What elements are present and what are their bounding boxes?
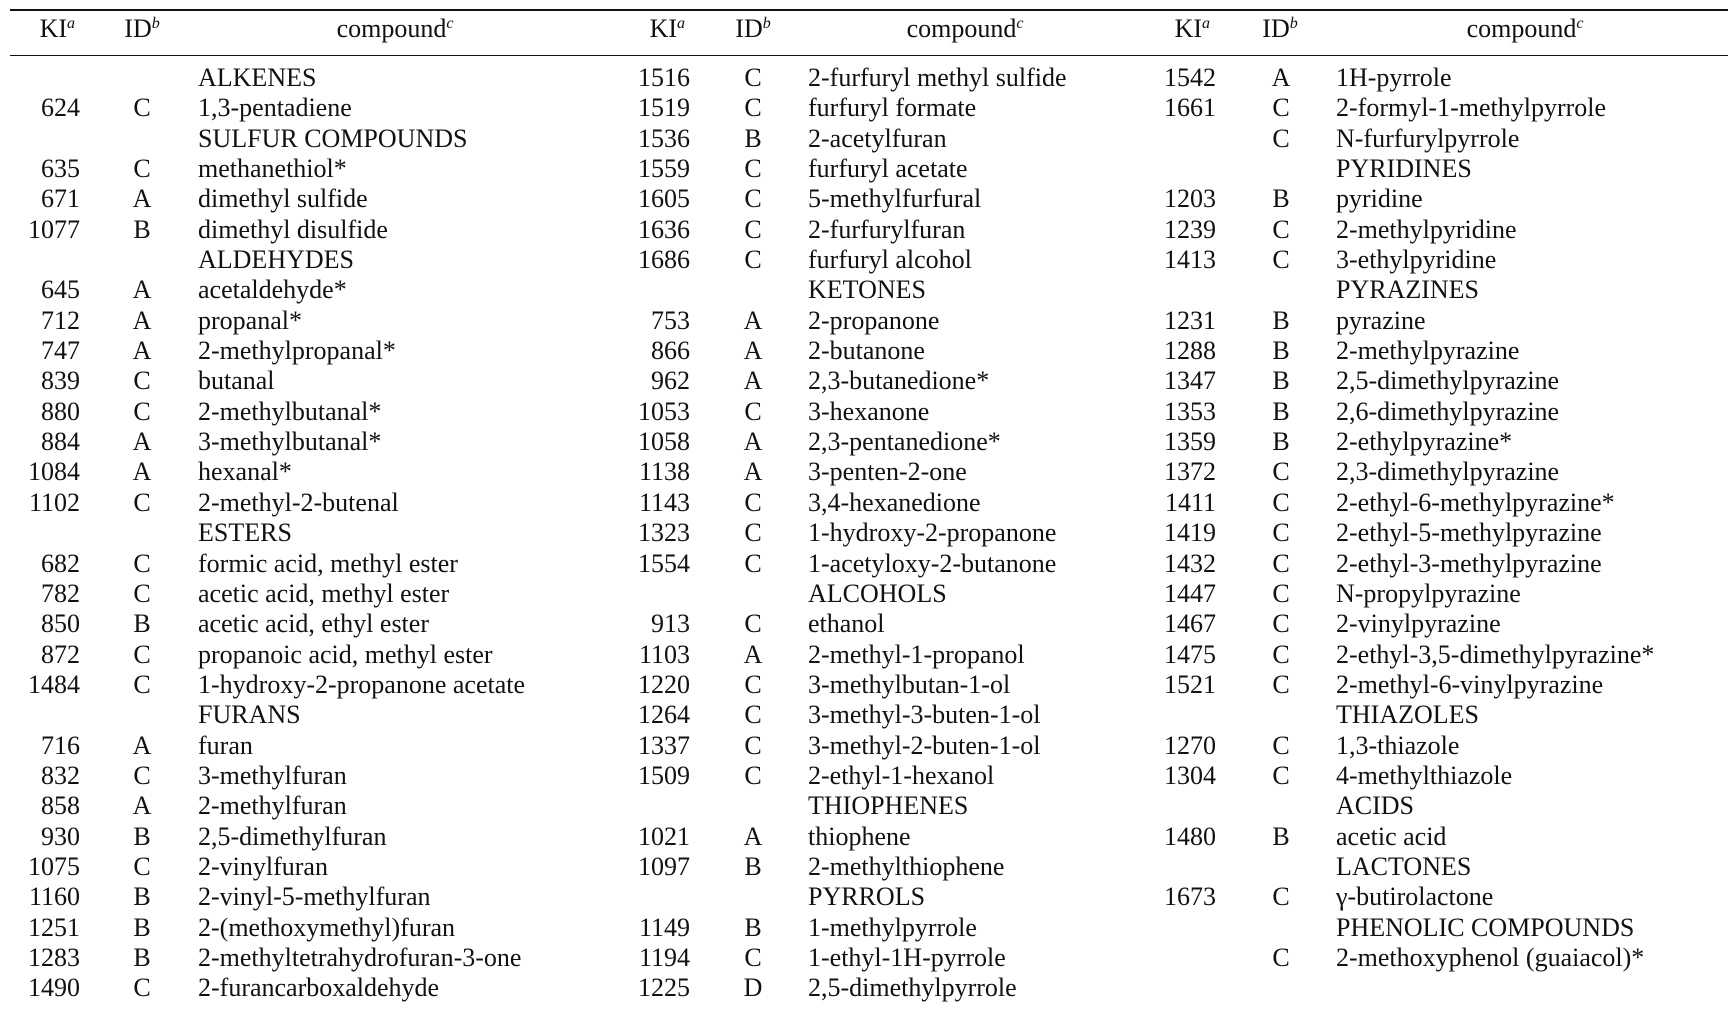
compound-cell: acetic acid, ethyl ester bbox=[198, 609, 429, 639]
compound-cell: 2-butanone bbox=[808, 336, 925, 366]
id-cell: B bbox=[1272, 305, 1290, 335]
id-cell: C bbox=[744, 184, 762, 214]
id-cell: B bbox=[133, 912, 151, 942]
ki-cell: 1554 bbox=[638, 548, 690, 578]
header-ki: $KI^a$ bbox=[649, 14, 685, 43]
id-cell: C bbox=[1272, 518, 1290, 548]
category-heading: THIOPHENES bbox=[808, 791, 969, 821]
id-cell: C bbox=[133, 548, 151, 578]
id-cell: B bbox=[1272, 366, 1290, 396]
header-id: $ID^b$ bbox=[1262, 14, 1298, 43]
id-cell: C bbox=[744, 760, 762, 790]
ki-cell: 880 bbox=[41, 396, 80, 426]
compound-cell: 2-methyl-1-propanol bbox=[808, 639, 1025, 669]
compound-cell: propanal* bbox=[198, 305, 302, 335]
ki-cell: 1102 bbox=[28, 487, 80, 517]
compound-cell: 2-vinylfuran bbox=[198, 851, 328, 881]
ki-cell: 913 bbox=[651, 609, 690, 639]
compound-cell: pyridine bbox=[1336, 184, 1423, 214]
ki-cell: 1323 bbox=[638, 518, 690, 548]
compound-cell: 2,6-dimethylpyrazine bbox=[1336, 396, 1560, 426]
id-cell: C bbox=[744, 245, 762, 275]
compound-cell: dimethyl sulfide bbox=[198, 184, 368, 214]
ki-cell: 1521 bbox=[1164, 669, 1216, 699]
id-cell: C bbox=[1272, 457, 1290, 487]
ki-cell: 1194 bbox=[638, 942, 690, 972]
compound-cell: formic acid, methyl ester bbox=[198, 548, 458, 578]
compound-cell: furfuryl acetate bbox=[808, 154, 968, 184]
id-cell: B bbox=[133, 609, 151, 639]
compound-cell: thiophene bbox=[808, 821, 911, 851]
category-heading: ALCOHOLS bbox=[808, 578, 947, 608]
compound-cell: 1,3-thiazole bbox=[1336, 730, 1460, 760]
compound-cell: hexanal* bbox=[198, 457, 292, 487]
id-cell: C bbox=[133, 669, 151, 699]
ki-cell: 716 bbox=[41, 730, 80, 760]
id-cell: C bbox=[1272, 730, 1290, 760]
id-cell: B bbox=[133, 942, 151, 972]
ki-cell: 682 bbox=[41, 548, 80, 578]
compound-cell: 3-hexanone bbox=[808, 396, 930, 426]
compound-cell: 3-methyl-3-buten-1-ol bbox=[808, 700, 1041, 730]
ki-cell: 1467 bbox=[1164, 609, 1216, 639]
compound-cell: 1,3-pentadiene bbox=[198, 93, 352, 123]
id-cell: A bbox=[1271, 63, 1291, 92]
id-cell: C bbox=[744, 518, 762, 548]
id-cell: B bbox=[744, 912, 762, 942]
ki-cell: 1509 bbox=[638, 760, 690, 790]
ki-cell: 1264 bbox=[638, 700, 690, 730]
id-cell: A bbox=[132, 791, 152, 821]
compound-cell: 3-methylbutanal* bbox=[198, 427, 382, 457]
id-cell: B bbox=[1272, 821, 1290, 851]
compound-cell: 2,3-pentanedione* bbox=[808, 427, 1001, 457]
compound-cell: 5-methylfurfural bbox=[808, 184, 982, 214]
category-heading: ALKENES bbox=[198, 63, 317, 92]
ki-cell: 866 bbox=[651, 336, 690, 366]
compound-cell: γ-butirolactone bbox=[1336, 882, 1494, 912]
header-id: $ID^b$ bbox=[124, 14, 160, 43]
compound-cell: furan bbox=[198, 730, 253, 760]
compound-cell: 3-methylfuran bbox=[198, 760, 347, 790]
compound-cell: 2-methylbutanal* bbox=[198, 396, 382, 426]
ki-cell: 839 bbox=[41, 366, 80, 396]
compound-cell: 2-methoxyphenol (guaiacol)* bbox=[1336, 942, 1645, 972]
id-cell: C bbox=[744, 214, 762, 244]
id-cell: C bbox=[133, 154, 151, 184]
category-heading: ACIDS bbox=[1336, 791, 1415, 821]
compound-cell: furfuryl alcohol bbox=[808, 245, 972, 275]
ki-cell: 850 bbox=[41, 609, 80, 639]
header-ki: $KI^a$ bbox=[39, 14, 75, 43]
ki-cell: 1283 bbox=[28, 942, 80, 972]
category-heading: PYRIDINES bbox=[1336, 154, 1472, 184]
compound-cell: butanal bbox=[198, 366, 275, 396]
compound-cell: 1-ethyl-1H-pyrrole bbox=[808, 942, 1006, 972]
ki-cell: 1636 bbox=[638, 214, 690, 244]
id-cell: A bbox=[132, 336, 152, 366]
compound-cell: 1-methylpyrrole bbox=[808, 912, 977, 942]
ki-cell: 1138 bbox=[638, 457, 690, 487]
id-cell: C bbox=[744, 487, 762, 517]
ki-cell: 1288 bbox=[1164, 336, 1216, 366]
id-cell: B bbox=[1272, 427, 1290, 457]
compound-cell: 3-ethylpyridine bbox=[1336, 245, 1497, 275]
id-cell: C bbox=[744, 548, 762, 578]
ki-cell: 1149 bbox=[638, 912, 690, 942]
category-heading: THIAZOLES bbox=[1336, 700, 1479, 730]
ki-cell: 712 bbox=[41, 305, 80, 335]
ki-cell: 753 bbox=[651, 305, 690, 335]
ki-cell: 1347 bbox=[1164, 366, 1216, 396]
id-cell: B bbox=[1272, 336, 1290, 366]
compound-cell: ethanol bbox=[808, 609, 885, 639]
id-cell: C bbox=[133, 487, 151, 517]
ki-cell: 1058 bbox=[638, 427, 690, 457]
ki-cell: 872 bbox=[41, 639, 80, 669]
ki-cell: 1411 bbox=[1164, 487, 1216, 517]
compound-cell: 2-ethyl-1-hexanol bbox=[808, 760, 995, 790]
ki-cell: 1251 bbox=[28, 912, 80, 942]
ki-cell: 1143 bbox=[638, 487, 690, 517]
id-cell: B bbox=[133, 882, 151, 912]
ki-cell: 1075 bbox=[28, 851, 80, 881]
id-cell: C bbox=[1272, 639, 1290, 669]
header-ki: $KI^a$ bbox=[1174, 14, 1210, 43]
ki-cell: 832 bbox=[41, 760, 80, 790]
id-cell: C bbox=[133, 578, 151, 608]
ki-cell: 962 bbox=[651, 366, 690, 396]
compound-cell: 2-ethyl-5-methylpyrazine bbox=[1336, 518, 1602, 548]
compound-cell: 2-acetylfuran bbox=[808, 123, 947, 153]
compound-cell: 1H-pyrrole bbox=[1336, 63, 1452, 92]
ki-cell: 1225 bbox=[638, 973, 690, 1003]
ki-cell: 747 bbox=[41, 336, 80, 366]
id-cell: A bbox=[132, 305, 152, 335]
compound-cell: 2-methylfuran bbox=[198, 791, 347, 821]
id-cell: A bbox=[743, 639, 763, 669]
compound-cell: dimethyl disulfide bbox=[198, 214, 388, 244]
ki-cell: 1447 bbox=[1164, 578, 1216, 608]
ki-cell: 1097 bbox=[638, 851, 690, 881]
ki-cell: 858 bbox=[41, 791, 80, 821]
compound-cell: 2,5-dimethylpyrazine bbox=[1336, 366, 1560, 396]
id-cell: A bbox=[132, 457, 152, 487]
id-cell: C bbox=[133, 639, 151, 669]
category-heading: PYRROLS bbox=[808, 882, 926, 912]
id-cell: B bbox=[1272, 396, 1290, 426]
ki-cell: 1103 bbox=[638, 639, 690, 669]
compound-cell: 3-methyl-2-buten-1-ol bbox=[808, 730, 1041, 760]
id-cell: C bbox=[744, 93, 762, 123]
compound-cell: 2,5-dimethylpyrrole bbox=[808, 973, 1017, 1003]
id-cell: B bbox=[133, 821, 151, 851]
ki-cell: 1160 bbox=[28, 882, 80, 912]
id-cell: A bbox=[132, 427, 152, 457]
id-cell: C bbox=[744, 700, 762, 730]
category-heading: FURANS bbox=[198, 700, 301, 730]
compound-cell: 2-methylpyridine bbox=[1336, 214, 1517, 244]
compound-cell: 1-hydroxy-2-propanone bbox=[808, 518, 1057, 548]
id-cell: A bbox=[743, 427, 763, 457]
compound-cell: methanethiol* bbox=[198, 154, 347, 184]
compound-cell: 2-ethyl-6-methylpyrazine* bbox=[1336, 487, 1615, 517]
id-cell: C bbox=[1272, 669, 1290, 699]
ki-cell: 1413 bbox=[1164, 245, 1216, 275]
ki-cell: 1686 bbox=[638, 245, 690, 275]
id-cell: C bbox=[1272, 578, 1290, 608]
compound-cell: 2-ethylpyrazine* bbox=[1336, 427, 1513, 457]
ki-cell: 1519 bbox=[638, 93, 690, 123]
id-cell: C bbox=[744, 669, 762, 699]
id-cell: B bbox=[1272, 184, 1290, 214]
ki-cell: 1353 bbox=[1164, 396, 1216, 426]
compound-cell: acetic acid, methyl ester bbox=[198, 578, 450, 608]
id-cell: C bbox=[133, 760, 151, 790]
compound-cell: 2-methyltetrahydrofuran-3-one bbox=[198, 942, 522, 972]
compound-cell: 2,3-dimethylpyrazine bbox=[1336, 457, 1560, 487]
ki-cell: 1304 bbox=[1164, 760, 1216, 790]
header-compound: compound$^c$ bbox=[336, 14, 454, 43]
id-cell: A bbox=[132, 184, 152, 214]
category-heading: PYRAZINES bbox=[1336, 275, 1480, 305]
id-cell: C bbox=[744, 154, 762, 184]
compound-cell: 2,5-dimethylfuran bbox=[198, 821, 387, 851]
compound-cell: N-propylpyrazine bbox=[1336, 578, 1521, 608]
ki-cell: 1359 bbox=[1164, 427, 1216, 457]
id-cell: C bbox=[744, 609, 762, 639]
id-cell: C bbox=[1272, 487, 1290, 517]
id-cell: C bbox=[1272, 245, 1290, 275]
ki-cell: 671 bbox=[41, 184, 80, 214]
ki-cell: 1432 bbox=[1164, 548, 1216, 578]
ki-cell: 1077 bbox=[28, 214, 80, 244]
ki-cell: 1372 bbox=[1164, 457, 1216, 487]
header-compound: compound$^c$ bbox=[906, 14, 1024, 43]
id-cell: A bbox=[743, 821, 763, 851]
compound-cell: 2-methylpropanal* bbox=[198, 336, 396, 366]
id-cell: C bbox=[133, 93, 151, 123]
compound-cell: 3-methylbutan-1-ol bbox=[808, 669, 1011, 699]
header-rule bbox=[10, 55, 1728, 56]
id-cell: C bbox=[1272, 214, 1290, 244]
compound-cell: 2-furfuryl methyl sulfide bbox=[808, 63, 1067, 92]
ki-cell: 1419 bbox=[1164, 518, 1216, 548]
category-heading: SULFUR COMPOUNDS bbox=[198, 123, 468, 153]
compound-cell: 2-vinylpyrazine bbox=[1336, 609, 1501, 639]
compound-cell: 2-propanone bbox=[808, 305, 940, 335]
category-heading: PHENOLIC COMPOUNDS bbox=[1336, 912, 1635, 942]
compound-cell: propanoic acid, methyl ester bbox=[198, 639, 493, 669]
ki-cell: 782 bbox=[41, 578, 80, 608]
id-cell: A bbox=[132, 275, 152, 305]
id-cell: A bbox=[743, 366, 763, 396]
compound-cell: 2-methylthiophene bbox=[808, 851, 1005, 881]
compound-cell: N-furfurylpyrrole bbox=[1336, 123, 1520, 153]
ki-cell: 884 bbox=[41, 427, 80, 457]
ki-cell: 635 bbox=[41, 154, 80, 184]
category-heading: ESTERS bbox=[198, 518, 292, 548]
category-heading: LACTONES bbox=[1336, 851, 1472, 881]
ki-cell: 1231 bbox=[1164, 305, 1216, 335]
compound-cell: 2-methyl-2-butenal bbox=[198, 487, 399, 517]
id-cell: D bbox=[743, 973, 763, 1003]
compound-cell: acetic acid bbox=[1336, 821, 1447, 851]
id-cell: A bbox=[743, 336, 763, 366]
category-heading: KETONES bbox=[808, 275, 926, 305]
id-cell: A bbox=[132, 730, 152, 760]
id-cell: C bbox=[744, 63, 762, 92]
ki-cell: 1673 bbox=[1164, 882, 1216, 912]
id-cell: C bbox=[133, 396, 151, 426]
ki-cell: 1475 bbox=[1164, 639, 1216, 669]
compound-cell: furfuryl formate bbox=[808, 93, 977, 123]
ki-cell: 645 bbox=[41, 275, 80, 305]
ki-cell: 1516 bbox=[638, 63, 690, 92]
id-cell: C bbox=[744, 730, 762, 760]
id-cell: A bbox=[743, 305, 763, 335]
compound-cell: 1-acetyloxy-2-butanone bbox=[808, 548, 1057, 578]
ki-cell: 1484 bbox=[28, 669, 80, 699]
ki-cell: 1053 bbox=[638, 396, 690, 426]
top-rule bbox=[10, 9, 1728, 11]
header-id: $ID^b$ bbox=[735, 14, 771, 43]
id-cell: C bbox=[133, 366, 151, 396]
id-cell: C bbox=[1272, 942, 1290, 972]
compound-cell: 2-formyl-1-methylpyrrole bbox=[1336, 93, 1607, 123]
ki-cell: 1239 bbox=[1164, 214, 1216, 244]
category-heading: ALDEHYDES bbox=[198, 245, 354, 275]
compound-cell: 2-ethyl-3,5-dimethylpyrazine* bbox=[1336, 639, 1655, 669]
ki-cell: 1337 bbox=[638, 730, 690, 760]
id-cell: C bbox=[744, 942, 762, 972]
ki-cell: 930 bbox=[41, 821, 80, 851]
ki-cell: 1661 bbox=[1164, 93, 1216, 123]
compound-cell: 1-hydroxy-2-propanone acetate bbox=[198, 669, 526, 699]
id-cell: C bbox=[1272, 760, 1290, 790]
header-compound: compound$^c$ bbox=[1466, 14, 1584, 43]
compound-cell: 2-methyl-6-vinylpyrazine bbox=[1336, 669, 1604, 699]
id-cell: B bbox=[744, 123, 762, 153]
ki-cell: 1536 bbox=[638, 123, 690, 153]
compound-cell: 2-furancarboxaldehyde bbox=[198, 973, 440, 1003]
compound-cell: 2-vinyl-5-methylfuran bbox=[198, 882, 431, 912]
id-cell: C bbox=[1272, 93, 1290, 123]
compound-cell: acetaldehyde* bbox=[198, 275, 347, 305]
compound-cell: pyrazine bbox=[1336, 305, 1426, 335]
ki-cell: 1480 bbox=[1164, 821, 1216, 851]
compound-cell: 2-ethyl-3-methylpyrazine bbox=[1336, 548, 1602, 578]
ki-cell: 1021 bbox=[638, 821, 690, 851]
compound-cell: 2,3-butanedione* bbox=[808, 366, 990, 396]
id-cell: C bbox=[133, 851, 151, 881]
compound-cell: 2-methylpyrazine bbox=[1336, 336, 1520, 366]
compound-cell: 2-furfurylfuran bbox=[808, 214, 966, 244]
ki-cell: 1220 bbox=[638, 669, 690, 699]
ki-cell: 1490 bbox=[28, 973, 80, 1003]
compound-cell: 3-penten-2-one bbox=[808, 457, 967, 487]
ki-cell: 1605 bbox=[638, 184, 690, 214]
compound-cell: 4-methylthiazole bbox=[1336, 760, 1513, 790]
id-cell: C bbox=[1272, 123, 1290, 153]
ki-cell: 1203 bbox=[1164, 184, 1216, 214]
ki-cell: 1559 bbox=[638, 154, 690, 184]
ki-cell: 1542 bbox=[1164, 63, 1216, 92]
ki-cell: 1270 bbox=[1164, 730, 1216, 760]
ki-cell: 1084 bbox=[28, 457, 80, 487]
compound-cell: 3,4-hexanedione bbox=[808, 487, 981, 517]
id-cell: B bbox=[133, 214, 151, 244]
id-cell: C bbox=[133, 973, 151, 1003]
id-cell: C bbox=[1272, 609, 1290, 639]
compound-cell: 2-(methoxymethyl)furan bbox=[198, 912, 456, 942]
id-cell: C bbox=[744, 396, 762, 426]
ki-cell: 624 bbox=[41, 93, 80, 123]
id-cell: A bbox=[743, 457, 763, 487]
id-cell: C bbox=[1272, 882, 1290, 912]
id-cell: C bbox=[1272, 548, 1290, 578]
id-cell: B bbox=[744, 851, 762, 881]
